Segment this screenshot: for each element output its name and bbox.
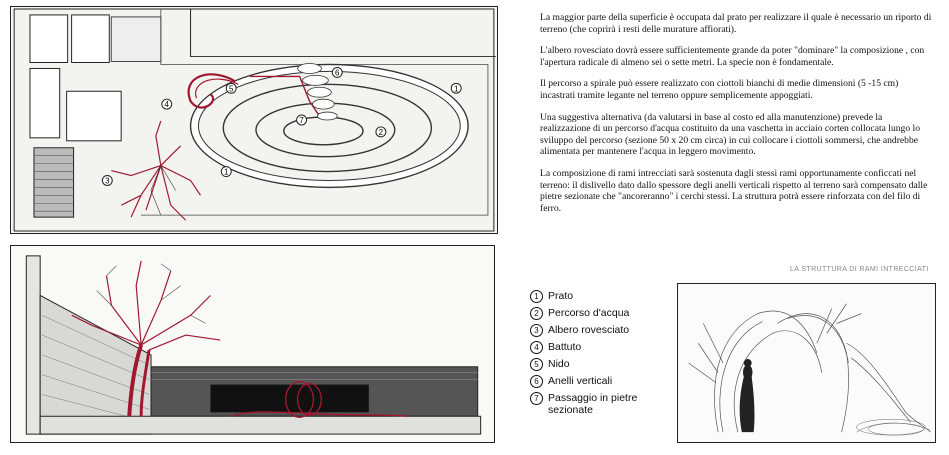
description-paragraph: La composizione di rami intrecciati sarà sostenuta dagli stessi rami opportunamente conficcati nel terreno: il dislivello dato dallo spessore degli anelli verticali rispetto al terreno sarà compensato dalle pietre sezionate che "ancoreranno" i cerchi stessi. La struttura potrà essere rinforzata con del filo di ferro. <box>540 167 928 214</box>
legend-label: Percorso d'acqua <box>548 307 630 319</box>
plan-marker-2: 2 <box>378 127 384 137</box>
legend-item <box>530 324 680 337</box>
legend-item <box>530 307 680 320</box>
description-paragraph: La maggior parte della superficie è occupata dal prato per realizzare il quale è necessario un riporto di terreno (che coprirà i resti delle murature affiorati). <box>540 12 932 35</box>
description-paragraph: Il percorso a spirale può essere realizzato con ciottoli bianchi di medie dimensioni (5 -15 cm) incastrati tramite legante nel terreno oppure semplicemente appoggiati. <box>540 78 899 101</box>
branch-structure-sketch <box>677 283 936 443</box>
site-plan-svg <box>11 7 497 233</box>
site-section-svg <box>11 246 494 442</box>
sketch-caption: LA STRUTTURA DI RAMI INTRECCIATI <box>790 266 929 273</box>
legend-label: Battuto <box>548 341 582 353</box>
plan-marker-3: 3 <box>105 176 110 186</box>
legend-item <box>530 392 680 416</box>
legend-label: Prato <box>548 290 574 302</box>
legend-number: 4 <box>530 341 543 354</box>
legend-item <box>530 358 680 371</box>
plan-marker-1: 1 <box>454 84 459 94</box>
legend-label: Nido <box>548 358 570 370</box>
legend-number: 3 <box>530 324 543 337</box>
description-paragraph: L'albero rovesciato dovrà essere sufficientemente grande da poter "dominare" la composizione , con l'apertura radicale di almeno sei o sette metri. La specie non è fondamentale. <box>540 45 925 68</box>
legend-number: 5 <box>530 358 543 371</box>
site-section-drawing <box>10 245 495 443</box>
site-plan-drawing <box>10 6 498 234</box>
legend-number: 6 <box>530 375 543 388</box>
legend-item <box>530 290 680 303</box>
plan-marker-6: 6 <box>335 68 340 78</box>
plan-marker-7: 7 <box>299 115 304 125</box>
description-text <box>540 12 935 224</box>
description-paragraph: Una suggestiva alternativa (da valutarsi in base al costo ed alla manutenzione) prevede la realizzazione di un percorso d'acqua costituito da una vaschetta in acciaio corten collocata lungo lo sviluppo del percorso (sezione 50 x 20 cm circa) in cui collocare i ciottoli sommersi, che andrebbe alimentata per mantenere l'acqua in leggero movimento. <box>540 111 920 158</box>
plan-marker-4: 4 <box>164 100 169 110</box>
legend-label: Albero rovesciato <box>548 324 630 336</box>
legend-item <box>530 375 680 388</box>
branch-sketch-svg <box>678 284 935 442</box>
plan-marker-1b: 1 <box>224 167 229 177</box>
legend-number: 7 <box>530 392 543 405</box>
legend-item <box>530 341 680 354</box>
legend <box>530 290 680 420</box>
legend-label: Anelli verticali <box>548 375 613 387</box>
legend-number: 1 <box>530 290 543 303</box>
legend-label: Passaggio in pietre sezionate <box>548 392 638 416</box>
plan-marker-5: 5 <box>228 84 234 94</box>
legend-number: 2 <box>530 307 543 320</box>
